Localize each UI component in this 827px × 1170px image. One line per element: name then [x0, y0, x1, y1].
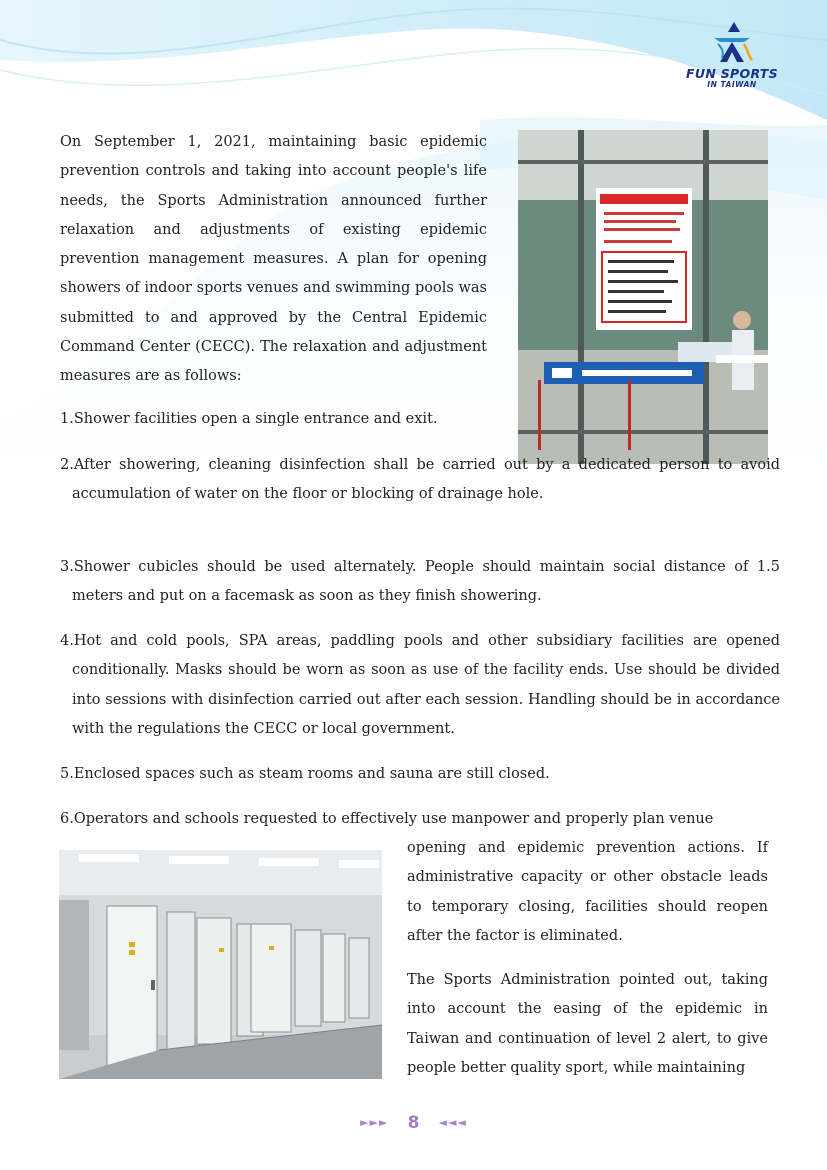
fun-sports-logo — [682, 22, 782, 92]
shower-cubicles-photo — [59, 850, 382, 1079]
page-footer — [0, 1112, 827, 1136]
logo-subtitle: IN TAIWAN — [707, 80, 757, 89]
measure-item-6: 6.Operators and schools requested to effectively use manpower and properly plan venue — [60, 811, 714, 827]
measure-item-5: 5.Enclosed spaces such as steam rooms and sauna are still closed. — [60, 766, 550, 782]
measure-item-4: 4.Hot and cold pools, SPA areas, paddling pools and other subsidiary facilities are opened conditionally. Masks should be worn as soon as use of the facility ends. Use should be divided into sessions with disinfection carried out after each session. Handling should be in accordance with the regulations the CECC or local government. — [60, 633, 780, 737]
logo-runner-icon — [704, 22, 760, 66]
page-number: 8 — [407, 1112, 420, 1133]
logo-title: FUN SPORTS — [686, 66, 778, 81]
measure-item-3: 3.Shower cubicles should be used alternately. People should maintain social distance of 1.5 meters and put on a facemask as soon as they finish showering. — [60, 559, 780, 605]
left-arrows-icon: ◄◄◄ — [438, 1116, 467, 1129]
closing-paragraph: The Sports Administration pointed out, taking into account the easing of the epidemic in Taiwan and continuation of level 2 alert, to give people better quality sport, while maintaining — [407, 972, 768, 1076]
measure-item-1: 1.Shower facilities open a single entrance and exit. — [60, 411, 438, 427]
intro-paragraph: On September 1, 2021, maintaining basic epidemic prevention controls and taking into account people's life needs, the Sports Administration announced further relaxation and adjustments of existing epidemic prevention management measures. A plan for opening showers of indoor sports venues and swimming pools was submitted to and approved by the Central Epidemic Command Center (CECC). The relaxation and adjustment measures are as follows: — [60, 134, 487, 385]
measure-item-2: 2.After showering, cleaning disinfection shall be carried out by a dedicated person to avoid accumulation of water on the floor or blocking of drainage hole. — [60, 457, 780, 503]
right-arrows-icon: ►►► — [360, 1116, 389, 1129]
venue-entrance-photo — [518, 130, 768, 464]
measure-item-6-continued: opening and epidemic prevention actions. If administrative capacity or other obstacle leads to temporary closing, facilities should reopen after the factor is eliminated. — [407, 840, 768, 944]
